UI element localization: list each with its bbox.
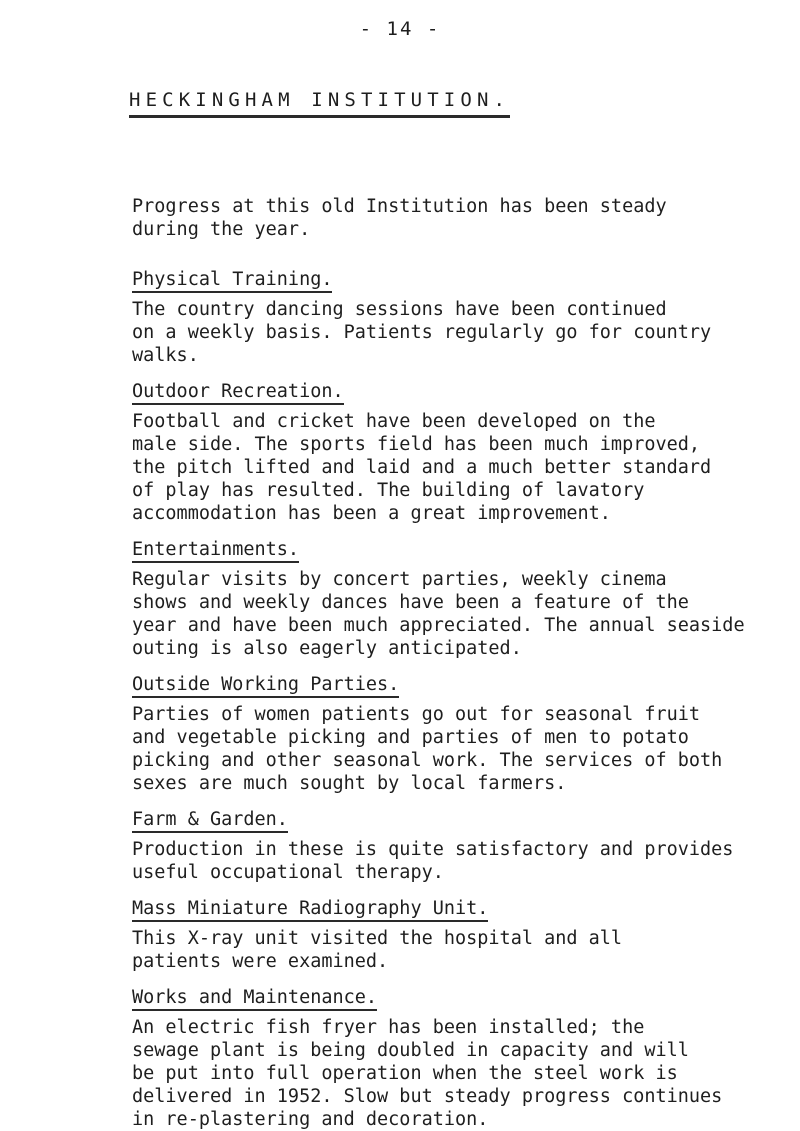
document-body	[132, 195, 800, 1131]
section-heading: Works and Maintenance.	[132, 986, 377, 1011]
section-heading: Entertainments.	[132, 538, 299, 563]
paragraph-line: walks.	[132, 345, 199, 366]
section-entertainments	[132, 525, 800, 660]
paragraph-line: in re-plastering and decoration.	[132, 1109, 489, 1130]
paragraph-line: of play has resulted. The building of lavatory	[132, 480, 645, 501]
document-title: HECKINGHAM INSTITUTION.	[129, 89, 510, 118]
section-mass-miniature-radiography	[132, 884, 800, 973]
section-outdoor-recreation	[132, 367, 800, 525]
paragraph-line: the pitch lifted and laid and a much better standard	[132, 457, 712, 478]
paragraph-line: accommodation has been a great improvement.	[132, 503, 611, 524]
paragraph-line: The country dancing sessions have been continued	[132, 299, 667, 320]
section-outside-working-parties	[132, 660, 800, 795]
paragraph-line: This X-ray unit visited the hospital and all	[132, 928, 623, 949]
section-heading: Physical Training.	[132, 268, 332, 293]
paragraph-line: delivered in 1952. Slow but steady progress continues	[132, 1086, 723, 1107]
section-heading: Mass Miniature Radiography Unit.	[132, 897, 488, 922]
paragraph-line: Progress at this old Institution has been steady	[132, 196, 667, 217]
paragraph-line: Regular visits by concert parties, weekly cinema	[132, 569, 667, 590]
paragraph-line: outing is also eagerly anticipated.	[132, 638, 522, 659]
paragraph-line: Football and cricket have been developed on the	[132, 411, 656, 432]
section-heading: Outside Working Parties.	[132, 673, 399, 698]
paragraph-line: An electric fish fryer has been installed; the	[132, 1017, 645, 1038]
paragraph-line: patients were examined.	[132, 951, 389, 972]
paragraph-line: sewage plant is being doubled in capacity and will	[132, 1040, 689, 1061]
paragraph-line: shows and weekly dances have been a feature of the	[132, 592, 689, 613]
paragraph-line: sexes are much sought by local farmers.	[132, 773, 567, 794]
paragraph-line: useful occupational therapy.	[132, 862, 444, 883]
intro-paragraph	[132, 195, 800, 241]
paragraph-line: and vegetable picking and parties of men to potato	[132, 727, 689, 748]
section-physical-training	[132, 255, 800, 367]
paragraph-line: on a weekly basis. Patients regularly go for country	[132, 322, 712, 343]
paragraph-line: year and have been much appreciated. The annual seaside	[132, 615, 745, 636]
section-works-maintenance	[132, 973, 800, 1131]
paragraph-line: be put into full operation when the steel work is	[132, 1063, 678, 1084]
section-heading: Farm & Garden.	[132, 808, 288, 833]
page-number: - 14 -	[359, 18, 441, 40]
section-farm-garden	[132, 795, 800, 884]
paragraph-line: male side. The sports field has been much improved,	[132, 434, 701, 455]
paragraph-line: Production in these is quite satisfactory and provides	[132, 839, 734, 860]
paragraph-line: Parties of women patients go out for seasonal fruit	[132, 704, 701, 725]
paragraph-line: picking and other seasonal work. The services of both	[132, 750, 723, 771]
section-heading: Outdoor Recreation.	[132, 380, 344, 405]
paragraph-line: during the year.	[132, 219, 311, 240]
